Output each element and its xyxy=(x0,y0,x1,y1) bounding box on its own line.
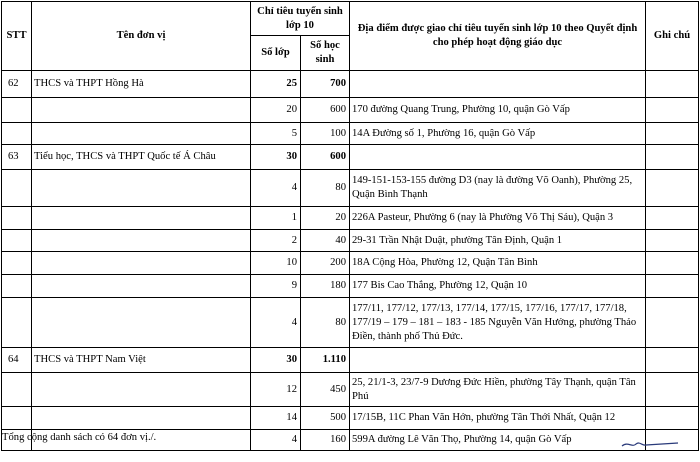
header-students: Số học sinh xyxy=(301,36,350,71)
row-stt: 62 xyxy=(2,71,32,98)
row-stt xyxy=(2,207,32,230)
row-stt xyxy=(2,230,32,252)
row-name: Tiểu học, THCS và THPT Quốc tế Á Châu xyxy=(32,145,251,170)
row-classes: 4 xyxy=(251,170,301,207)
row-classes: 1 xyxy=(251,207,301,230)
row-students: 80 xyxy=(301,298,350,348)
row-students: 160 xyxy=(301,430,350,451)
row-name xyxy=(32,98,251,123)
table-row xyxy=(2,230,699,252)
row-stt xyxy=(2,170,32,207)
row-name xyxy=(32,298,251,348)
row-students: 80 xyxy=(301,170,350,207)
row-location: 226A Pasteur, Phường 6 (nay là Phường Võ Thị Sáu), Quận 3 xyxy=(350,207,646,230)
row-location xyxy=(350,348,646,373)
row-students: 40 xyxy=(301,230,350,252)
table-row xyxy=(2,348,699,373)
row-classes: 14 xyxy=(251,407,301,430)
row-name xyxy=(32,207,251,230)
row-location: 18A Cộng Hòa, Phường 12, Quận Tân Bình xyxy=(350,252,646,275)
row-stt xyxy=(2,275,32,298)
table-row xyxy=(2,170,699,207)
row-note xyxy=(646,275,699,298)
row-location: 599A đường Lê Văn Thọ, Phường 14, quận Gò Vấp xyxy=(350,430,646,451)
footer-note: Tổng cộng danh sách có 64 đơn vị./. xyxy=(2,432,157,443)
row-note xyxy=(646,207,699,230)
row-location: 170 đường Quang Trung, Phường 10, quận Gò Vấp xyxy=(350,98,646,123)
row-location: 177/11, 177/12, 177/13, 177/14, 177/15, 177/16, 177/17, 177/18, 177/19 – 179 – 181 – 183 - 185 Nguyễn Văn Hưởng, phường Thảo Điền, thành phố Thủ Đức. xyxy=(350,298,646,348)
row-students: 180 xyxy=(301,275,350,298)
row-location: 17/15B, 11C Phan Văn Hớn, phường Tân Thới Nhất, Quận 12 xyxy=(350,407,646,430)
header-stt: STT xyxy=(2,2,32,71)
row-students: 1.110 xyxy=(301,348,350,373)
row-stt xyxy=(2,98,32,123)
row-location: 14A Đường số 1, Phường 16, quận Gò Vấp xyxy=(350,123,646,145)
row-location: 149-151-153-155 đường D3 (nay là đường Võ Oanh), Phường 25, Quận Bình Thạnh xyxy=(350,170,646,207)
row-location: 29-31 Trần Nhật Duật, phường Tân Định, Quận 1 xyxy=(350,230,646,252)
row-classes: 9 xyxy=(251,275,301,298)
row-stt xyxy=(2,298,32,348)
row-students: 450 xyxy=(301,373,350,407)
signature-mark xyxy=(620,437,680,451)
row-students: 600 xyxy=(301,145,350,170)
header-classes: Số lớp xyxy=(251,36,301,71)
row-classes: 5 xyxy=(251,123,301,145)
table-row xyxy=(2,71,699,98)
row-name xyxy=(32,252,251,275)
table-row xyxy=(2,407,699,430)
school-quota-table xyxy=(1,1,699,451)
table-row xyxy=(2,123,699,145)
row-name xyxy=(32,230,251,252)
row-name: THCS và THPT Hồng Hà xyxy=(32,71,251,98)
row-classes: 4 xyxy=(251,430,301,451)
row-classes: 30 xyxy=(251,348,301,373)
row-location: 25, 21/1-3, 23/7-9 Dương Đức Hiền, phường Tây Thạnh, quận Tân Phú xyxy=(350,373,646,407)
row-name xyxy=(32,170,251,207)
row-students: 20 xyxy=(301,207,350,230)
row-note xyxy=(646,230,699,252)
row-stt xyxy=(2,252,32,275)
table-row xyxy=(2,275,699,298)
row-stt: 63 xyxy=(2,145,32,170)
row-note xyxy=(646,407,699,430)
table-row xyxy=(2,373,699,407)
table-row xyxy=(2,98,699,123)
row-location xyxy=(350,145,646,170)
row-name xyxy=(32,407,251,430)
row-name xyxy=(32,123,251,145)
row-classes: 4 xyxy=(251,298,301,348)
row-classes: 10 xyxy=(251,252,301,275)
row-name xyxy=(32,373,251,407)
table-row xyxy=(2,145,699,170)
row-note xyxy=(646,98,699,123)
row-note xyxy=(646,170,699,207)
table-row xyxy=(2,252,699,275)
row-classes: 25 xyxy=(251,71,301,98)
row-name: THCS và THPT Nam Việt xyxy=(32,348,251,373)
header-name: Tên đơn vị xyxy=(32,2,251,71)
row-note xyxy=(646,145,699,170)
row-name xyxy=(32,275,251,298)
header-location: Địa điểm được giao chỉ tiêu tuyển sinh lớp 10 theo Quyết định cho phép hoạt động giáo dục xyxy=(350,2,646,71)
row-classes: 12 xyxy=(251,373,301,407)
table-row xyxy=(2,207,699,230)
row-note xyxy=(646,348,699,373)
row-location: 177 Bis Cao Thắng, Phường 12, Quận 10 xyxy=(350,275,646,298)
row-stt xyxy=(2,123,32,145)
row-students: 200 xyxy=(301,252,350,275)
row-location xyxy=(350,71,646,98)
row-classes: 20 xyxy=(251,98,301,123)
row-students: 100 xyxy=(301,123,350,145)
row-note xyxy=(646,373,699,407)
header-note: Ghi chú xyxy=(646,2,699,71)
row-stt: 64 xyxy=(2,348,32,373)
table-row xyxy=(2,298,699,348)
row-stt xyxy=(2,373,32,407)
row-classes: 2 xyxy=(251,230,301,252)
row-students: 600 xyxy=(301,98,350,123)
row-note xyxy=(646,252,699,275)
row-note xyxy=(646,123,699,145)
row-stt xyxy=(2,407,32,430)
row-note xyxy=(646,298,699,348)
row-classes: 30 xyxy=(251,145,301,170)
table-body xyxy=(2,71,699,451)
row-students: 700 xyxy=(301,71,350,98)
header-quota: Chỉ tiêu tuyển sinh lớp 10 xyxy=(251,2,350,36)
row-note xyxy=(646,71,699,98)
row-students: 500 xyxy=(301,407,350,430)
